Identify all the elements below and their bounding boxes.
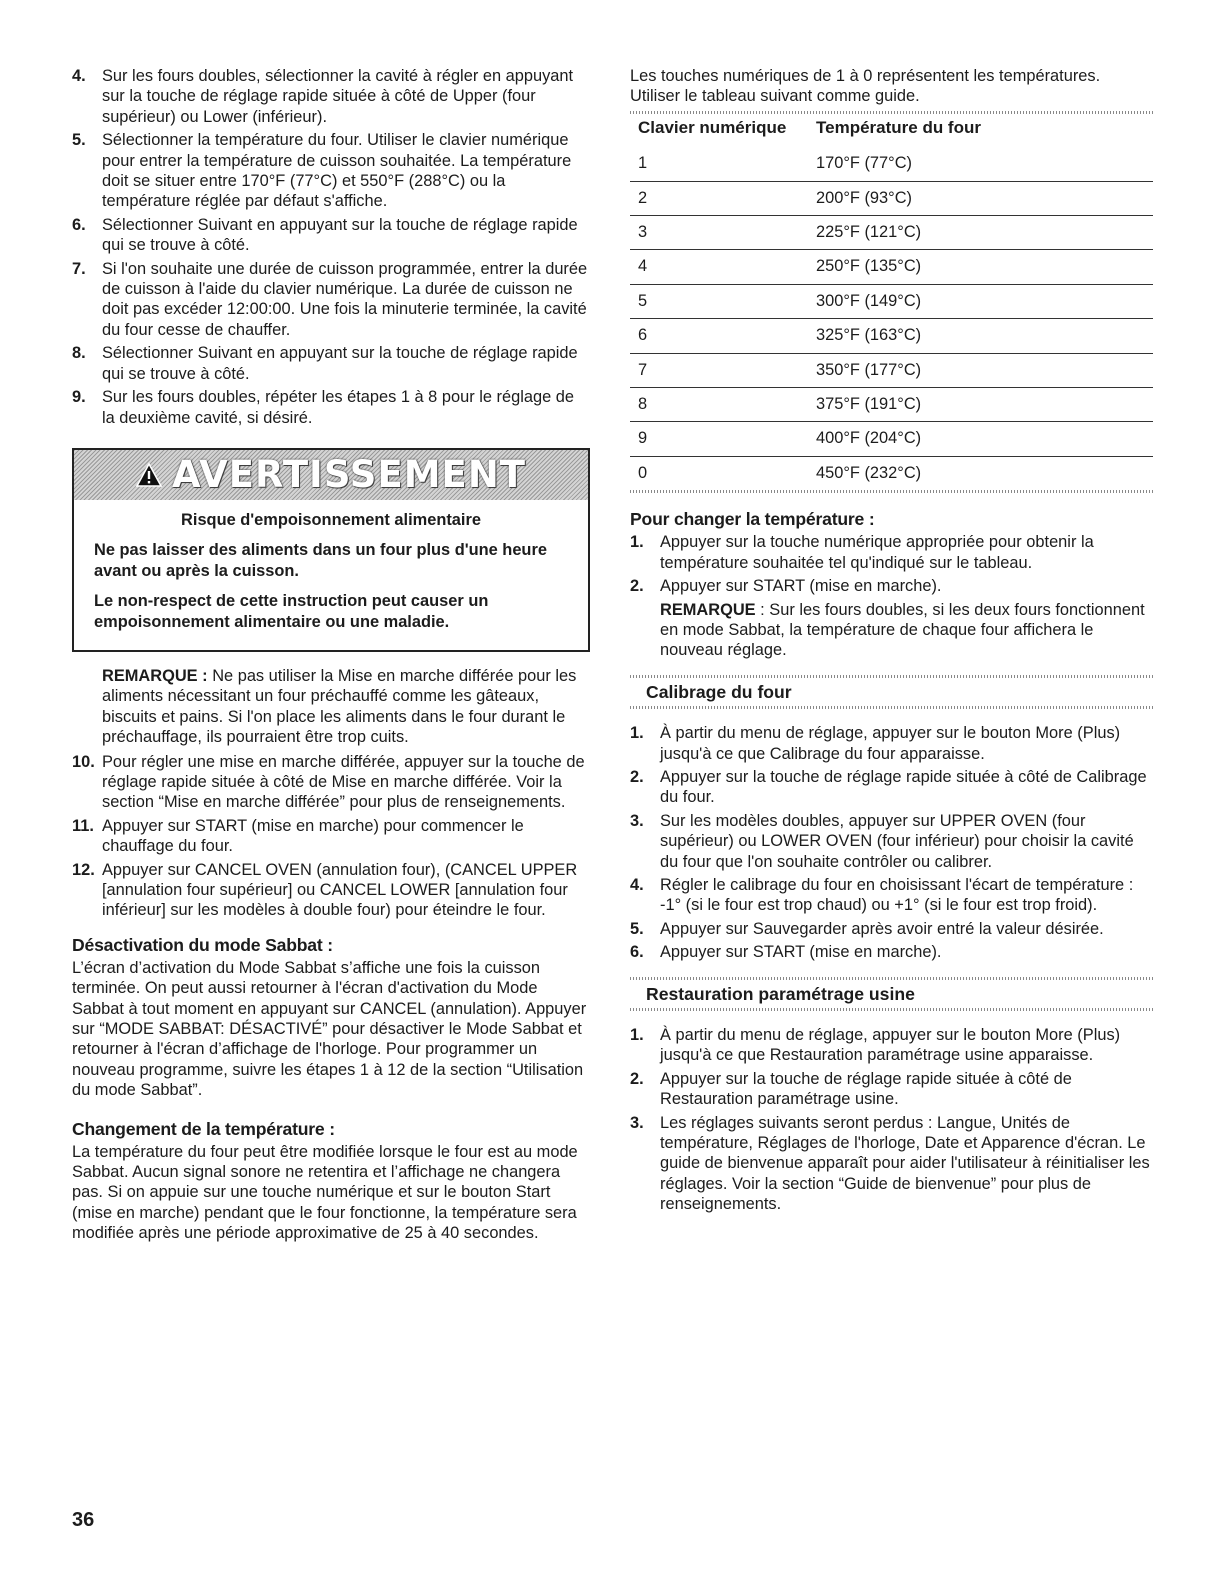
hatched-rule [630, 706, 1153, 709]
step-number: 11. [72, 816, 94, 835]
table-cell-key: 0 [638, 463, 648, 482]
table-cell-key: 9 [630, 422, 808, 456]
reset-section-header [630, 977, 1153, 1011]
warning-title: AVERTISSEMENT [171, 452, 527, 496]
step-text: Appuyer sur Sauvegarder après avoir entré la valeur désirée. [660, 919, 1104, 938]
step-number: 6. [630, 943, 644, 962]
table-cell-temperature: 375°F (191°C) [808, 388, 1153, 422]
step-text: Appuyer sur la touche de réglage rapide située à côté de Restauration paramétrage usine. [660, 1069, 1072, 1109]
warning-subtitle: Risque d'empoisonnement alimentaire [181, 510, 481, 529]
step-text: Appuyer sur START (mise en marche) pour commencer le chauffage du four. [102, 816, 524, 856]
table-cell-key: 4 [630, 250, 808, 284]
step-text: Sur les modèles doubles, appuyer sur UPPER OVEN (four supérieur) ou LOWER OVEN (four inférieur) pour choisir la cavité du four que l'on souhaite contrôler ou calibrer. [660, 811, 1134, 871]
step-number: 4. [630, 875, 644, 894]
table-cell-key: 5 [630, 284, 808, 318]
temperature-table [630, 114, 1153, 490]
table-row [630, 216, 1153, 250]
note-label: REMARQUE : [102, 666, 208, 685]
step-number: 8. [72, 344, 86, 363]
step-number: 5. [72, 131, 86, 150]
step-text: Sélectionner la température du four. Utiliser le clavier numérique pour entrer la température de cuisson souhaitée. La température doit se situer entre 170°F (77°C) et 550°F (288°C) ou la température réglée par défaut s'affiche. [102, 131, 572, 211]
step-item [72, 387, 590, 428]
step-number: 2. [630, 1069, 644, 1088]
step-item [72, 343, 590, 384]
step-item [72, 816, 590, 857]
step-text: Appuyer sur CANCEL OVEN (annulation four), (CANCEL UPPER [annulation four supérieur] ou CANCEL LOWER [annulation four inférieur] sur les modèles à double four) pour éteindre le four. [102, 860, 578, 920]
step-item [630, 919, 1153, 939]
note-text: Ne pas utiliser la Mise en marche différée pour les aliments nécessitant un four préchauffé comme les gâteaux, biscuits et pains. Si l'on place les aliments dans le four durant le préchauffage, ils pourraient être trop cuits. [102, 666, 577, 747]
step-number: 1. [630, 1026, 644, 1044]
change-temp-note [660, 600, 1153, 661]
temp-change-paragraph: La température du four peut être modifiée lorsque le four est au mode Sabbat. Aucun signal sonore ne retentira et l’affichage ne changera pas. Si on appuie sur une touche numérique et sur le bouton Start (mise en marche) pendant que le four fonctionne, la température sera modifiée après une période approximative de 25 à 40 secondes. [72, 1142, 578, 1243]
step-text: Appuyer sur START (mise en marche). [660, 943, 942, 962]
step-item [630, 1069, 1153, 1110]
table-cell-temperature: 300°F (149°C) [808, 284, 1153, 318]
sabbat-off-paragraph: L’écran d’activation du Mode Sabbat s’affiche une fois la cuisson terminée. On peut aussi retourner à l'écran d'activation du Mode Sabbat à tout moment en appuyant sur CANCEL (annulation). Appuyer sur “MODE SABBAT: DÉSACTIVÉ” pour désactiver le Mode Sabbat et retourner à l'écran d’affichage de l'horloge. Pour programmer un nouveau programme, suivre les étapes 1 à 12 de la section “Utilisation du mode Sabbat”. [72, 958, 587, 1100]
table-header-keypad: Clavier numérique [638, 117, 787, 137]
step-text: Sélectionner Suivant en appuyant sur la touche de réglage rapide qui se trouve à côté. [102, 344, 578, 383]
table-row [630, 146, 1153, 181]
step-item [72, 66, 590, 127]
page-number: 36 [72, 1509, 95, 1531]
step-number: 3. [630, 811, 644, 830]
calibration-section-header [630, 675, 1153, 709]
step-number: 9. [72, 388, 86, 407]
step-item [72, 130, 590, 212]
step-number: 2. [630, 767, 644, 786]
step-text: Appuyer sur la touche numérique appropriée pour obtenir la température souhaitée tel qu'indiqué sur le tableau. [660, 533, 1094, 572]
change-note-label: REMARQUE [660, 600, 756, 619]
step-item [630, 942, 1153, 962]
step-text: Sur les fours doubles, répéter les étapes 1 à 8 pour le réglage de la deuxième cavité, si désiré. [102, 388, 574, 427]
step-item [72, 860, 590, 921]
sabbat-off-heading: Désactivation du mode Sabbat : [72, 934, 333, 955]
change-note-text: : Sur les fours doubles, si les deux fours fonctionnent en mode Sabbat, la température de chaque four affichera le nouveau réglage. [660, 600, 1145, 660]
hatched-rule [630, 490, 1153, 493]
step-item [630, 1113, 1153, 1215]
step-number: 12. [72, 860, 95, 879]
table-row [630, 181, 1153, 215]
step-text: À partir du menu de réglage, appuyer sur le bouton More (Plus) jusqu'à ce que Calibrage du four apparaisse. [660, 724, 1121, 763]
table-header-row [630, 114, 1153, 146]
warning-line-1: Ne pas laisser des aliments dans un four plus d'une heure avant ou après la cuisson. [94, 541, 547, 580]
table-cell-temperature: 200°F (93°C) [808, 181, 1153, 215]
table-header-temperature: Température du four [816, 117, 981, 137]
table-cell-key: 7 [630, 353, 808, 387]
step-number: 1. [630, 724, 644, 743]
table-cell-temperature: 450°F (232°C) [816, 463, 922, 482]
step-item [630, 767, 1153, 808]
table-cell-temperature: 325°F (163°C) [808, 319, 1153, 353]
step-item [630, 723, 1153, 764]
step-number: 7. [72, 259, 86, 278]
table-cell-temperature: 250°F (135°C) [808, 250, 1153, 284]
step-item [630, 811, 1153, 872]
step-item [72, 752, 590, 813]
right-column [630, 66, 1153, 1218]
calibration-heading: Calibrage du four [646, 681, 792, 702]
table-row [630, 284, 1153, 318]
table-cell-temperature: 170°F (77°C) [808, 146, 1153, 181]
table-row [630, 250, 1153, 284]
step-text: Sur les fours doubles, sélectionner la cavité à régler en appuyant sur la touche de réglage rapide située à côté de Upper (four supérieur) ou Lower (inférieur). [102, 67, 574, 126]
table-row [630, 319, 1153, 353]
table-cell-key: 2 [630, 181, 808, 215]
step-text: Régler le calibrage du four en choisissant l'écart de température : -1° (si le four est trop chaud) ou +1° (si le four est trop froid). [660, 875, 1134, 915]
step-number: 10. [72, 752, 95, 771]
step-text: Sélectionner Suivant en appuyant sur la touche de réglage rapide qui se trouve à côté. [102, 215, 578, 255]
step-number: 1. [630, 533, 644, 552]
temperature-table-body [630, 146, 1153, 491]
step-item [630, 875, 1153, 916]
hatched-rule [630, 1008, 1153, 1011]
step-item [630, 576, 1153, 596]
table-row [630, 353, 1153, 387]
table-row [630, 388, 1153, 422]
warning-box [72, 448, 590, 652]
step-number: 2. [630, 577, 644, 596]
step-text: Appuyer sur la touche de réglage rapide située à côté de Calibrage du four. [660, 767, 1147, 807]
step-number: 5. [630, 919, 644, 938]
step-item [72, 259, 590, 341]
reset-steps [630, 1025, 1153, 1215]
step-item [630, 1025, 1153, 1066]
step-text: Appuyer sur START (mise en marche). [660, 577, 942, 596]
table-cell-temperature: 350°F (177°C) [808, 353, 1153, 387]
steps-list-a [72, 66, 590, 428]
table-intro: Les touches numériques de 1 à 0 représentent les températures. Utiliser le tableau suivant comme guide. [630, 67, 1101, 106]
table-row [630, 456, 1153, 490]
step-text: Si l'on souhaite une durée de cuisson programmée, entrer la durée de cuisson à l'aide du clavier numérique. La durée de cuisson ne doit pas excéder 12:00:00. Une fois la minuterie terminée, la cavité du four cesse de chauffer. [102, 259, 588, 339]
table-cell-temperature: 225°F (121°C) [808, 216, 1153, 250]
change-temp-heading: Pour changer la température : [630, 509, 875, 530]
table-cell-key: 8 [630, 388, 808, 422]
change-temp-steps [630, 532, 1153, 596]
left-column [72, 66, 590, 1244]
note-delayed-start [102, 666, 590, 748]
steps-list-b [72, 752, 590, 921]
step-item [72, 215, 590, 256]
step-text: À partir du menu de réglage, appuyer sur le bouton More (Plus) jusqu'à ce que Restauration paramétrage usine apparaisse. [660, 1026, 1121, 1065]
table-cell-key: 3 [630, 216, 808, 250]
table-row [630, 422, 1153, 456]
step-text: Les réglages suivants seront perdus : Langue, Unités de température, Réglages de l'horloge, Date et Apparence d'écran. Le guide de bienvenue apparaît pour aider l'utilisateur à réinitialiser les réglages. Voir la section “Guide de bienvenue” pour plus de renseignements. [660, 1113, 1150, 1214]
step-item [630, 532, 1153, 573]
step-number: 3. [630, 1113, 644, 1132]
table-cell-temperature: 400°F (204°C) [808, 422, 1153, 456]
step-text: Pour régler une mise en marche différée, appuyer sur la touche de réglage rapide située à côté de Mise en marche différée. Voir la section “Mise en marche différée” pour plus de renseignements. [102, 752, 585, 812]
step-number: 6. [72, 215, 86, 234]
reset-heading: Restauration paramétrage usine [646, 983, 915, 1004]
calibration-steps [630, 723, 1153, 962]
warning-line-2: Le non-respect de cette instruction peut causer un empoisonnement alimentaire ou une maladie. [94, 592, 489, 631]
step-number: 4. [72, 67, 86, 85]
warning-body [74, 500, 588, 650]
warning-banner [74, 450, 588, 500]
temp-change-heading: Changement de la température : [72, 1118, 335, 1139]
warning-triangle-icon [136, 462, 162, 488]
table-cell-key: 6 [630, 319, 808, 353]
table-cell-key: 1 [630, 146, 808, 181]
